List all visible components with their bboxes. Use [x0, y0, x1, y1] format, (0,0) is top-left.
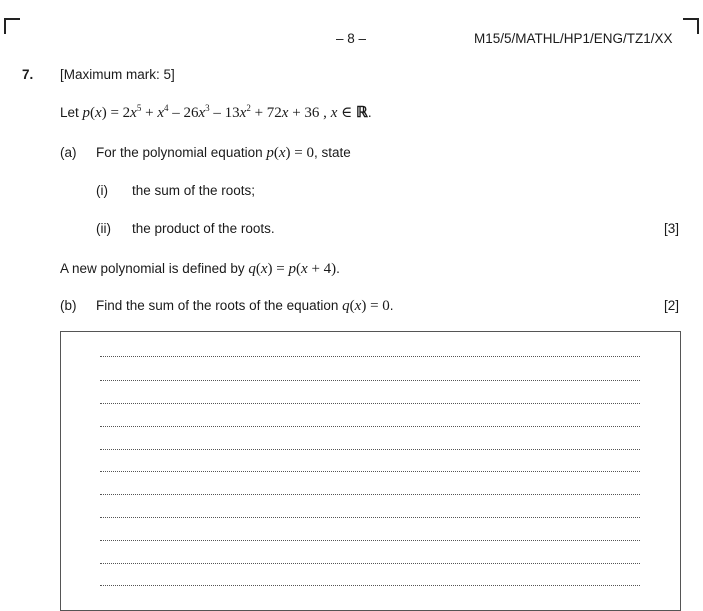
answer-line[interactable] — [100, 517, 640, 518]
answer-line[interactable] — [100, 540, 640, 541]
part-b-text-prefix: Find the sum of the roots of the equation — [96, 298, 343, 313]
equation-q-definition: q(x) = p(x + 4) — [248, 261, 337, 277]
intro-suffix: . — [367, 105, 372, 120]
new-polynomial-line — [60, 261, 340, 278]
part-b-label: (b) — [60, 298, 77, 313]
polynomial-definition: p — [82, 105, 91, 121]
sub-ii-label: (ii) — [96, 221, 111, 236]
sub-ii-text: the product of the roots. — [132, 221, 275, 236]
part-a-text-prefix: For the polynomial equation — [96, 145, 267, 160]
equation-q-zero: q(x) = 0 — [342, 298, 390, 314]
part-b-marks: [2] — [664, 298, 680, 313]
answer-line[interactable] — [100, 449, 640, 450]
equation-p-zero: p(x) = 0 — [266, 145, 314, 161]
part-b-text — [96, 298, 394, 315]
part-a-text — [96, 145, 351, 162]
answer-line[interactable] — [100, 426, 640, 427]
answer-line[interactable] — [100, 403, 640, 404]
question-number: 7. — [22, 67, 34, 82]
crop-mark-top-left — [4, 18, 20, 34]
answer-line[interactable] — [100, 494, 640, 495]
crop-mark-top-right — [683, 18, 699, 34]
max-mark: [Maximum mark: 5] — [60, 67, 175, 82]
new-poly-prefix: A new polynomial is defined by — [60, 261, 249, 276]
paper-code: M15/5/MATHL/HP1/ENG/TZ1/XX — [474, 31, 673, 46]
sub-i-text: the sum of the roots; — [132, 183, 256, 198]
part-b-text-suffix: . — [389, 298, 394, 313]
answer-line[interactable] — [100, 471, 640, 472]
part-a-marks: [3] — [664, 221, 680, 236]
part-a-text-suffix: , state — [314, 145, 351, 160]
page-number: – 8 – — [336, 31, 367, 46]
answer-line[interactable] — [100, 563, 640, 564]
question-intro: Let $p(x) = 2x^5 + x^4 - 26x^3 - 13x^2 + 72x + 36$ , x ∈ ℝ. — [60, 103, 372, 121]
part-a-label: (a) — [60, 145, 77, 160]
answer-line[interactable] — [100, 356, 640, 357]
intro-prefix: Let — [60, 105, 83, 120]
answer-line[interactable] — [100, 585, 640, 586]
sub-i-label: (i) — [96, 183, 108, 198]
answer-line[interactable] — [100, 380, 640, 381]
new-poly-suffix: . — [336, 261, 340, 276]
